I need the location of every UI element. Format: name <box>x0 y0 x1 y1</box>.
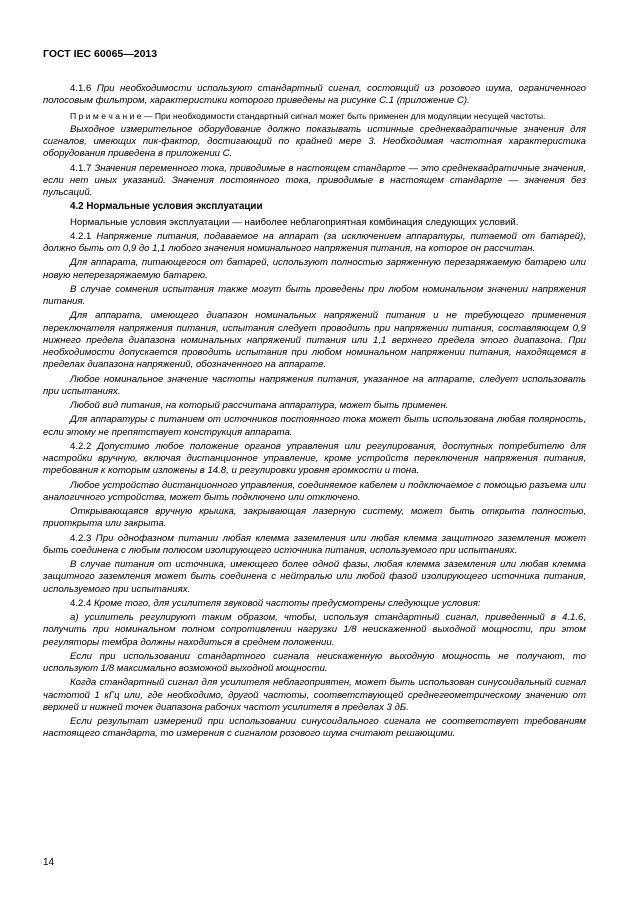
paragraph <box>43 310 586 371</box>
paragraph-text: При однофазном питании любая клемма заземления или любая клемма защитного заземления может быть соединена с любым полюсом изолирующего источника питания, используемого при испытаниях. <box>43 532 586 556</box>
paragraph-text: Любое номинальное значение частоты напряжения питания, указанное на аппарате, следует использовать при испытаниях. <box>43 373 586 397</box>
paragraph-text: Для аппарата, питающегося от батарей, используют полностью заряженную перезаряжаемую батарею или новую неперезаряжаемую батарею. <box>43 257 586 281</box>
paragraph <box>43 651 586 676</box>
clause-number: 4.2.2 <box>70 440 92 452</box>
clause-number: 4.2.3 <box>70 532 92 544</box>
paragraph-text: Когда стандартный сигнал для усилителя неблагоприятен, может быть использован синусоидальный сигнал частотой 1 кГц или, где необходимо, другой частоты, соответствующей среднегеометрическому значению от верхней и нижней точек диапазона рабочих частот усилителя в пределах 3 дБ. <box>43 677 586 713</box>
paragraph <box>43 163 586 200</box>
paragraph <box>43 231 586 256</box>
paragraph <box>43 284 586 309</box>
page-number: 14 <box>43 857 55 868</box>
paragraph-text: Если результат измерений при использовании синусоидального сигнала не соответствует требованиям настоящего стандарта, то измерения с сигналом розового шума считают решающими. <box>43 716 586 740</box>
paragraph <box>43 559 586 596</box>
paragraph <box>43 716 586 741</box>
clause-number: 4.1.6 <box>70 83 92 94</box>
paragraph <box>43 612 586 649</box>
paragraph-text: При необходимости используют стандартный сигнал, состоящий из розового шума, ограниченного полосовым фильтром, характеристики которого приведены на рисунке С.1 (приложение С). <box>43 83 586 107</box>
paragraph <box>43 533 586 558</box>
paragraph-text: Открывающаяся вручную крышка, закрывающая лазерную систему, может быть открыта полностью, приоткрыта или закрыта. <box>43 506 586 530</box>
paragraph <box>43 124 586 161</box>
clause-4-2-block <box>43 217 586 741</box>
paragraph <box>43 257 586 282</box>
paragraph-text: — При необходимости стандартный сигнал может быть применен для модуляции несущей частоты. <box>141 110 546 121</box>
document-body <box>43 83 586 743</box>
paragraph <box>43 374 586 399</box>
paragraph <box>43 598 586 610</box>
paragraph-text: В случае питания от источника, имеющего более одной фазы, любая клемма заземления или любая клемма защитного заземления может быть соединена с нейтралью или любой фазой изолирующего источника питания, используемого при испытаниях. <box>43 559 586 595</box>
note-label: П р и м е ч а н и е <box>70 110 142 121</box>
paragraph-text: Любое устройство дистанционного управления, соединяемое кабелем и подключаемое с помощью разъема или аналогичного устройства, может быть подключено или отключено. <box>43 479 586 503</box>
clause-4-1-block <box>43 83 586 199</box>
paragraph-text: Любой вид питания, на который рассчитана аппаратура, может быть применен. <box>70 400 449 411</box>
clause-number: 4.2.4 <box>70 597 92 609</box>
document-header: ГОСТ IEC 60065—2013 <box>43 48 158 60</box>
paragraph-text: а) усилитель регулируют таким образом, чтобы, используя стандартный сигнал, приведенный в 4.1.6, получить при номинальном полном сопротивлении нагрузки 1/8 неискаженной выходной мощности, при этом регуляторы тембра должны находиться в среднем положении. <box>43 612 586 648</box>
paragraph-text: Нормальные условия эксплуатации — наиболее неблагоприятная комбинация следующих условий. <box>70 216 519 228</box>
paragraph <box>43 217 586 229</box>
paragraph-text: Значения переменного тока, приводимые в настоящем стандарте — это среднеквадратичные значения, если нет иных указаний. Значения постоянного тока, приводимые в настоящем стандарте — значения без пульсаций. <box>43 162 586 198</box>
paragraph <box>43 480 586 505</box>
paragraph-text: В случае сомнения испытания также могут быть проведены при любом номинальном значении напряжения питания. <box>43 283 586 307</box>
paragraph-text: Выходное измерительное оборудование должно показывать истинные среднеквадратичные значения для сигналов, имеющих пик-фактор, достигающий по крайней мере 3. Необходимая частотная характеристика оборудования приведена в приложении С. <box>43 123 586 160</box>
paragraph-text: Напряжение питания, подаваемое на аппарат (за исключением аппаратуры, питаемой от батарей), должно быть от 0,9 до 1,1 любого значения номинального напряжения питания, на которое он рассчитан. <box>43 230 586 254</box>
paragraph-text: Допустимо любое положение органов управления или регулирования, доступных потребителю для настройки вручную, включая дистанционное управление, кроме устройств переключения напряжения питания, требования к которым изложены в 14.8, и регулировки уровня громкости и тона. <box>43 440 586 477</box>
clause-number: 4.2.1 <box>70 230 92 242</box>
clause-number: 4.1.7 <box>70 162 92 174</box>
paragraph <box>43 677 586 714</box>
paragraph-text: Если при использовании стандартного сигнала неискаженную выходную мощность не получают, то используют 1/8 максимально возможной выходной мощности. <box>43 650 586 674</box>
paragraph <box>43 441 586 478</box>
paragraph <box>43 400 586 412</box>
section-heading: 4.2 Нормальные условия эксплуатации <box>70 201 263 213</box>
paragraph-text: Для аппарата, имеющего диапазон номинальных напряжений питания и не требующего применения переключателя напряжения питания, испытания следует проводить при напряжении питания, составляющем 0,9 нижнего предела диапазона номинальных напряжений питания или 1,1 верхнего предела этого диапазона. При необходимости допускается проводить испытания при любом номинальном напряжении питания, находящемся в пределах диапазона напряжений, обозначенного на аппарате. <box>43 310 586 371</box>
paragraph-text: Для аппаратуры с питанием от источников постоянного тока может быть использована любая полярность, если этому не препятствует конструкция аппарата. <box>43 414 586 438</box>
paragraph <box>43 506 586 531</box>
paragraph <box>43 83 586 108</box>
paragraph-text: Кроме того, для усилителя звуковой частоты предусмотрены следующие условия: <box>91 597 481 609</box>
note-paragraph <box>43 110 586 122</box>
paragraph <box>43 414 586 439</box>
